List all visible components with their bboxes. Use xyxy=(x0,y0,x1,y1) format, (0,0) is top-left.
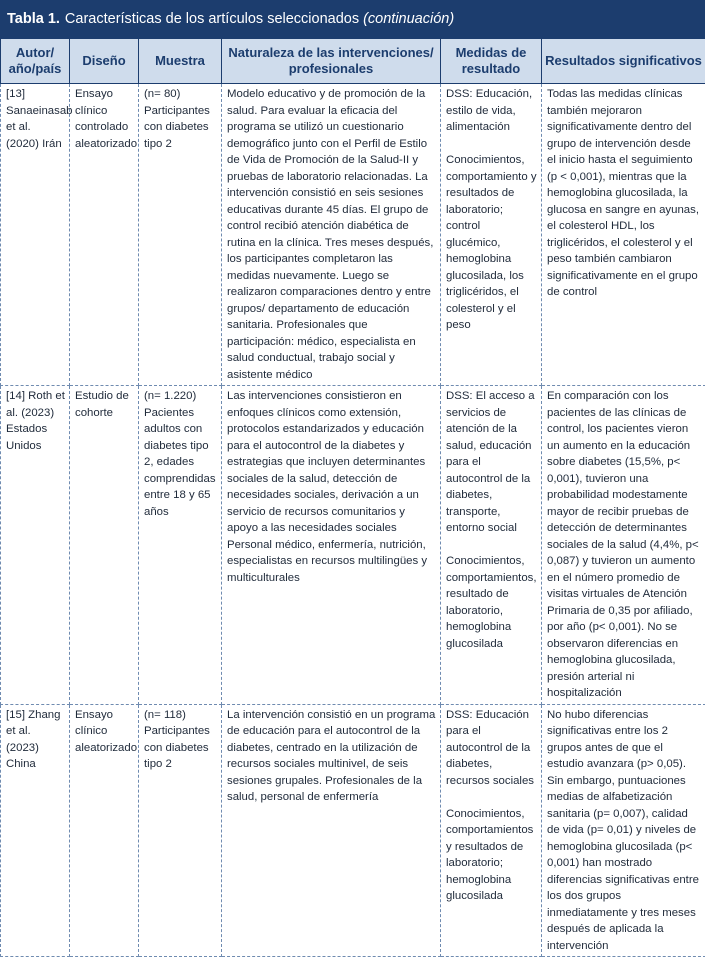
table-title-bar xyxy=(0,0,705,38)
header-autor: Autor/ año/país xyxy=(1,39,70,84)
table-header-row xyxy=(1,39,705,84)
cell-muestra: (n= 80) Participantes con diabetes tipo 2 xyxy=(139,84,222,386)
table-title-note: (continuación) xyxy=(363,11,454,27)
medidas-outcomes: Conocimientos, comportamientos y resultados de laboratorio; hemoglobina glucosilada xyxy=(446,806,537,905)
header-medidas: Medidas de resultado xyxy=(441,39,542,84)
cell-autor: [14] Roth et al. (2023) Estados Unidos xyxy=(1,386,70,705)
cell-naturaleza: La intervención consistió en un programa de educación para el autocontrol de la diabetes, centrado en la utilización de recursos sociales multinivel, de seis sesiones grupales. Profesionales de la salud, personal de enfermería xyxy=(222,704,441,957)
medidas-dss: DSS: El acceso a servicios de atención de la salud, educación para el autocontrol de la diabetes, transporte, entorno social xyxy=(446,388,537,537)
cell-diseno: Ensayo clínico controlado aleatorizado xyxy=(70,84,139,386)
cell-diseno: Ensayo clínico aleatorizado xyxy=(70,704,139,957)
cell-resultados: Todas las medidas clínicas también mejoraron significativamente dentro del grupo de intervención desde el inicio hasta el seguimiento (p < 0,001), mientras que la hemoglobina glucosilada, la glucosa en sangre en ayunas, el colesterol HDL, los triglicéridos, el colesterol y el peso también cambiaron significativamente en el grupo de control xyxy=(542,84,705,386)
table-row xyxy=(1,704,705,957)
cell-naturaleza: Las intervenciones consistieron en enfoques clínicos como extensión, protocolos estandarizados y educación para el autocontrol de la diabetes y estrategias que incluyen determinantes sociales de la salud, detección de necesidades sociales, derivación a un servicio de recursos comunitarios y apoyo a las necesidades sociales Personal médico, enfermería, nutrición, especialistas en recursos multilingües y multiculturales xyxy=(222,386,441,705)
table-title-prefix: Tabla 1. xyxy=(7,11,60,27)
medidas-outcomes: Conocimientos, comportamiento y resultados de laboratorio; control glucémico, hemoglobina glucosilada, los triglicéridos, el colesterol y el peso xyxy=(446,152,537,334)
medidas-dss: DSS: Educación, estilo de vida, alimentación xyxy=(446,86,537,136)
header-resultados: Resultados significativos xyxy=(542,39,705,84)
cell-autor: [15] Zhang et al. (2023) China xyxy=(1,704,70,957)
cell-medidas xyxy=(441,386,542,705)
cell-muestra: (n= 118) Participantes con diabetes tipo 2 xyxy=(139,704,222,957)
cell-medidas xyxy=(441,704,542,957)
cell-resultados: No hubo diferencias significativas entre los 2 grupos antes de que el estudio avanzara (p> 0,05). Sin embargo, puntuaciones medias de alfabetización sanitaria (p= 0,007), calidad de vida (p= 0,01) y niveles de hemoglobina glucosilada (p< 0,001) han mostrado diferencias significativas entre los dos grupos inmediatamente y tres meses después de aplicada la intervención xyxy=(542,704,705,957)
cell-autor: [13] Sanaeinasab et al. (2020) Irán xyxy=(1,84,70,386)
articles-table xyxy=(0,38,705,957)
header-muestra: Muestra xyxy=(139,39,222,84)
header-diseno: Diseño xyxy=(70,39,139,84)
table-row xyxy=(1,386,705,705)
medidas-dss: DSS: Educación para el autocontrol de la diabetes, recursos sociales xyxy=(446,707,537,790)
table-title-text: Características de los artículos seleccionados xyxy=(65,11,359,27)
medidas-outcomes: Conocimientos, comportamientos, resultado de laboratorio, hemoglobina glucosilada xyxy=(446,553,537,652)
table-row xyxy=(1,84,705,386)
cell-naturaleza: Modelo educativo y de promoción de la salud. Para evaluar la eficacia del programa se utilizó un cuestionario demográfico junto con el Perfil de Estilo de Vida de Promoción de la Salud-II y pruebas de laboratorio relacionadas. La intervención consistió en seis sesiones educativas durante 45 días. El grupo de control recibió atención diabética de rutina en la clínica. Tres meses después, los participantes completaron las medidas nuevamente. Luego se realizaron comparaciones dentro y entre grupos/ departamento de educación sanitaria. Profesionales que participación: médico, especialista en salud conductual, trabajo social y asistente médico xyxy=(222,84,441,386)
cell-muestra: (n= 1.220) Pacientes adultos con diabetes tipo 2, edades comprendidas entre 18 y 65 años xyxy=(139,386,222,705)
cell-medidas xyxy=(441,84,542,386)
header-naturaleza: Naturaleza de las intervenciones/ profesionales xyxy=(222,39,441,84)
cell-diseno: Estudio de cohorte xyxy=(70,386,139,705)
cell-resultados: En comparación con los pacientes de las clínicas de control, los pacientes vieron un aumento en la educación sobre diabetes (15,5%, p< 0,001), tuvieron una probabilidad modestamente mayor de recibir pruebas de detección de determinantes sociales de la salud (4,4%, p< 0,087) y tuvieron un aumento en el número promedio de visitas virtuales de Atención Primaria de 0,35 por afiliado, por año (p< 0,001). No se observaron diferencias en hemoglobina glucosilada, presión arterial ni hospitalización xyxy=(542,386,705,705)
